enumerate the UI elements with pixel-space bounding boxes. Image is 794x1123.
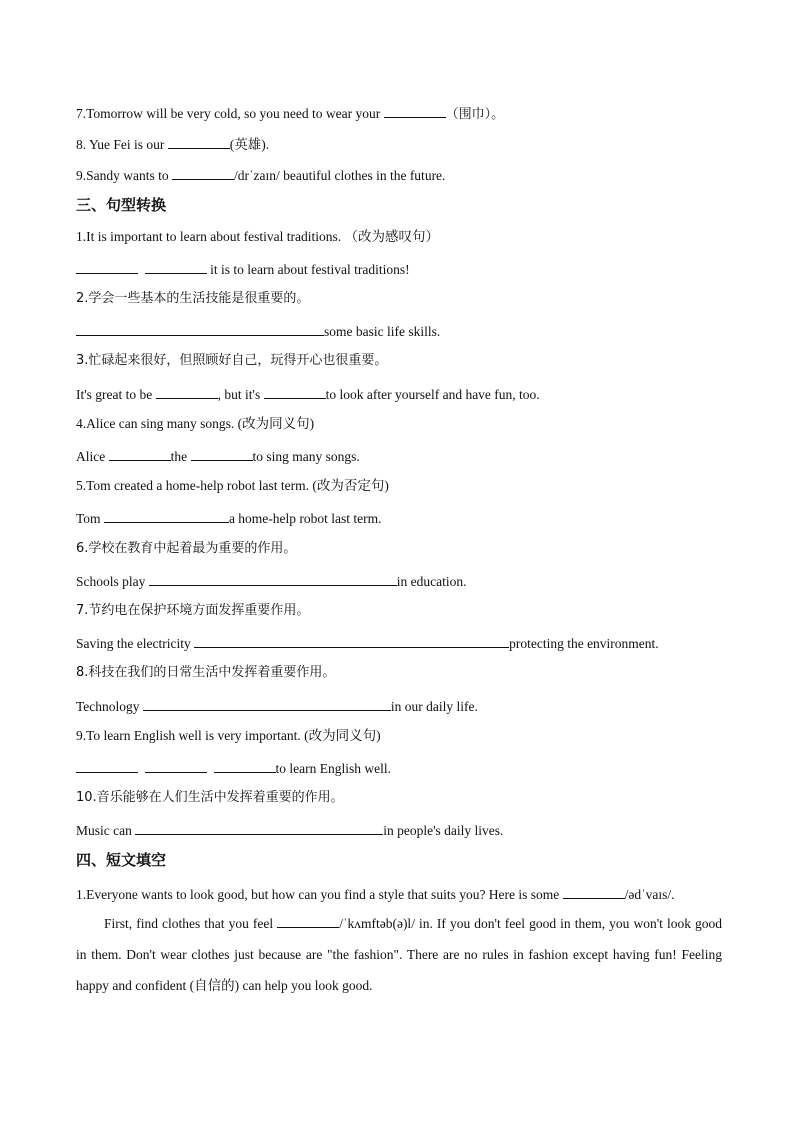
- transform-prompt-5: [76, 477, 389, 495]
- answer-blank[interactable]: [135, 820, 383, 835]
- passage-paragraph: [76, 908, 722, 1001]
- passage-text: /ˈkʌmftəb(ə)l/ in. If you don't feel good in them, you won't look good in them. Don't wear clothes just because are "the fashion". There are no rules in fashion except having fun! Feeling happy and confident (自信的) can help you look good.: [76, 916, 723, 993]
- passage-text: /ədˈvaɪs/.: [624, 887, 675, 902]
- answer-text: Technology: [76, 699, 143, 714]
- question-text: 9.Sandy wants to: [76, 168, 172, 183]
- transform-prompt-2: [76, 290, 309, 308]
- answer-blank[interactable]: [143, 696, 391, 711]
- answer-text: protecting the environment.: [509, 636, 659, 651]
- question-text: 8. Yue Fei is our: [76, 137, 168, 152]
- answer-blank[interactable]: [109, 446, 171, 461]
- transform-answer-9: [76, 758, 391, 778]
- answer-blank[interactable]: [104, 508, 229, 523]
- transform-prompt-6: [76, 540, 296, 558]
- question-9: [76, 165, 445, 185]
- prompt-text: 2.学会一些基本的生活技能是很重要的。: [76, 291, 310, 306]
- answer-blank[interactable]: [76, 321, 324, 336]
- section-heading: 四、短文填空: [76, 851, 167, 869]
- answer-blank[interactable]: [145, 259, 207, 274]
- answer-blank[interactable]: [277, 913, 339, 928]
- answer-blank[interactable]: [145, 758, 207, 773]
- answer-text: a home-help robot last term.: [228, 511, 382, 526]
- transform-answer-8: [76, 696, 478, 716]
- answer-blank[interactable]: [384, 103, 446, 118]
- answer-text: in education.: [396, 574, 467, 589]
- transform-answer-5: [76, 508, 382, 528]
- prompt-text: 6.学校在教育中起着最为重要的作用。: [76, 541, 297, 556]
- prompt-text: 7.节约电在保护环境方面发挥重要作用。: [76, 603, 310, 618]
- transform-prompt-8: [76, 664, 335, 682]
- prompt-text: 9.To learn English well is very important. (改为同义句): [76, 728, 381, 743]
- answer-blank[interactable]: [563, 884, 625, 899]
- answer-blank[interactable]: [76, 758, 138, 773]
- prompt-text: 5.Tom created a home-help robot last term. (改为否定句): [76, 478, 389, 493]
- question-text: 7.Tomorrow will be very cold, so you need to wear your: [76, 106, 384, 121]
- answer-text: in our daily life.: [390, 699, 478, 714]
- transform-prompt-10: [76, 789, 344, 807]
- answer-text: Tom: [76, 511, 104, 526]
- transform-answer-6: [76, 571, 466, 591]
- question-hint: (英雄).: [229, 137, 270, 152]
- transform-answer-7: [76, 633, 659, 653]
- answer-blank[interactable]: [172, 165, 234, 180]
- answer-text: , but it's: [217, 387, 264, 402]
- answer-blank[interactable]: [214, 758, 276, 773]
- transform-prompt-7: [76, 602, 309, 620]
- transform-answer-4: [76, 446, 360, 466]
- prompt-text: 3.忙碌起来很好，但照顾好自己，玩得开心也很重要。: [76, 353, 388, 368]
- transform-answer-2: [76, 321, 440, 341]
- prompt-text: 1.It is important to learn about festival traditions. （改为感叹句）: [76, 229, 439, 244]
- answer-text: It's great to be: [76, 387, 156, 402]
- answer-text: the: [170, 449, 191, 464]
- question-8: [76, 134, 269, 154]
- transform-answer-10: [76, 820, 503, 840]
- answer-text: to sing many songs.: [252, 449, 360, 464]
- answer-text: to learn English well.: [275, 761, 391, 776]
- transform-answer-1: [76, 259, 410, 279]
- question-hint: /drˈzaɪn/ beautiful clothes in the future.: [234, 168, 446, 183]
- answer-text: Music can: [76, 823, 136, 838]
- answer-text: in people's daily lives.: [383, 823, 504, 838]
- prompt-text: 10.音乐能够在人们生活中发挥着重要的作用。: [76, 790, 344, 805]
- transform-prompt-3: [76, 352, 387, 370]
- answer-blank[interactable]: [194, 633, 509, 648]
- answer-text: it is to learn about festival traditions!: [206, 262, 410, 277]
- transform-answer-3: [76, 384, 540, 404]
- transform-prompt-4: [76, 415, 314, 433]
- answer-text: Alice: [76, 449, 109, 464]
- answer-blank[interactable]: [191, 446, 253, 461]
- answer-text: some basic life skills.: [324, 324, 441, 339]
- answer-text: Schools play: [76, 574, 149, 589]
- answer-blank[interactable]: [156, 384, 218, 399]
- answer-blank[interactable]: [149, 571, 397, 586]
- section-heading: 三、句型转换: [76, 196, 167, 214]
- transform-prompt-9: [76, 727, 381, 745]
- answer-text: to look after yourself and have fun, too.: [325, 387, 540, 402]
- transform-prompt-1: [76, 228, 439, 246]
- passage-text: First, find clothes that you feel: [104, 916, 278, 931]
- answer-blank[interactable]: [76, 259, 138, 274]
- question-7: [76, 103, 504, 124]
- passage-text: 1.Everyone wants to look good, but how can you find a style that suits you? Here is some: [76, 887, 563, 902]
- answer-blank[interactable]: [168, 134, 230, 149]
- prompt-text: 4.Alice can sing many songs. (改为同义句): [76, 416, 315, 431]
- passage-line-1: [76, 884, 675, 904]
- prompt-text: 8.科技在我们的日常生活中发挥着重要作用。: [76, 665, 336, 680]
- answer-blank[interactable]: [264, 384, 326, 399]
- answer-text: Saving the electricity: [76, 636, 195, 651]
- question-hint: （围巾）。: [445, 107, 505, 122]
